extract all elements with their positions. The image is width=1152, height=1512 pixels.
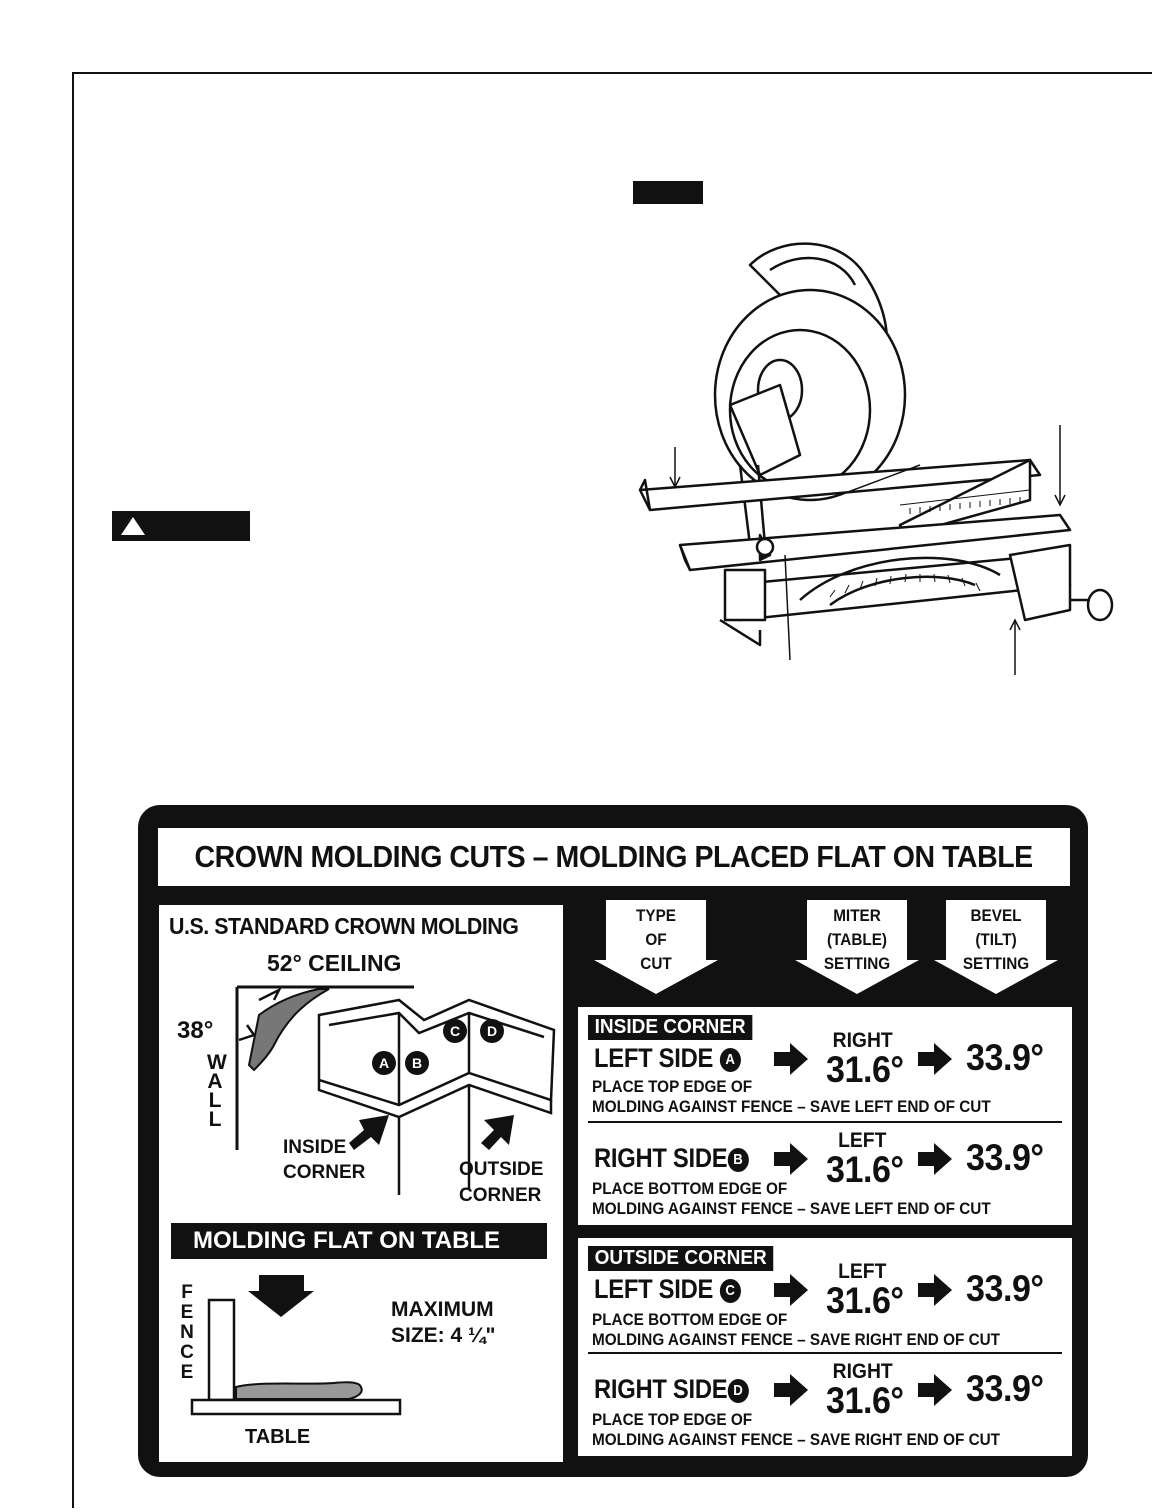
- miter-angle: 31.6°: [826, 1280, 904, 1321]
- inside-corner-box: [578, 1007, 1072, 1225]
- heading-type-of-cut: TYPE OF CUT: [594, 900, 718, 995]
- arrow-right-icon: [774, 1143, 808, 1175]
- row-side-label: LEFT SIDE A: [594, 1043, 741, 1074]
- label-title-box: [158, 828, 1070, 886]
- crown-molding-standard-title: U.S. STANDARD CROWN MOLDING: [169, 913, 519, 939]
- crown-molding-diagram-panel: [159, 905, 563, 1462]
- table-label: TABLE: [245, 1426, 311, 1448]
- maximum-size-label: MAXIMUM SIZE: 4 ¼": [391, 1298, 496, 1347]
- marker-c-icon: C: [719, 1279, 740, 1303]
- marker-d-icon: D: [727, 1379, 748, 1403]
- figure-tag: [633, 181, 703, 204]
- marker-c: C: [449, 1023, 461, 1039]
- wall-label: W A L L: [207, 1051, 227, 1131]
- miter-saw-illustration: [630, 225, 1120, 680]
- marker-d: D: [486, 1023, 498, 1039]
- row-note: PLACE BOTTOM EDGE OF MOLDING AGAINST FENCE – SAVE LEFT END OF CUT: [592, 1179, 991, 1218]
- row-side-label: RIGHT SIDE B: [594, 1143, 748, 1174]
- warning-banner: [112, 511, 250, 541]
- arrow-right-icon: [774, 1274, 808, 1306]
- bevel-angle: 33.9°: [966, 1268, 1044, 1309]
- wall-angle: 38°: [177, 1017, 214, 1044]
- arrow-right-icon: [918, 1374, 952, 1406]
- bevel-angle: 33.9°: [966, 1137, 1044, 1178]
- arrow-right-icon: [774, 1043, 808, 1075]
- miter-direction: RIGHT: [832, 1360, 893, 1383]
- arrow-right-icon: [774, 1374, 808, 1406]
- outside-corner-label: OUTSIDE CORNER: [459, 1159, 544, 1206]
- divider: [588, 1121, 1062, 1123]
- row-note: PLACE BOTTOM EDGE OF MOLDING AGAINST FENCE – SAVE RIGHT END OF CUT: [592, 1310, 1001, 1349]
- molding-flat-banner: MOLDING FLAT ON TABLE: [193, 1227, 501, 1254]
- row-side-label: LEFT SIDE C: [594, 1274, 741, 1305]
- row-side-label: RIGHT SIDE D: [594, 1374, 748, 1405]
- arrow-right-icon: [918, 1274, 952, 1306]
- miter-direction: LEFT: [838, 1260, 887, 1283]
- marker-a: A: [378, 1055, 390, 1071]
- miter-angle: 31.6°: [826, 1049, 904, 1090]
- bevel-angle: 33.9°: [966, 1368, 1044, 1409]
- ceiling-angle: 52°: [267, 950, 302, 976]
- fence-label: F E N C E: [180, 1282, 194, 1383]
- bevel-angle: 33.9°: [966, 1037, 1044, 1078]
- arrow-right-icon: [918, 1143, 952, 1175]
- outside-corner-tag: OUTSIDE CORNER: [588, 1246, 773, 1271]
- label-title: CROWN MOLDING CUTS – MOLDING PLACED FLAT ON TABLE: [194, 839, 1034, 874]
- inside-corner-label: INSIDE CORNER: [283, 1137, 366, 1183]
- marker-b: B: [411, 1055, 423, 1071]
- divider: [588, 1352, 1062, 1354]
- marker-b-icon: B: [727, 1148, 748, 1172]
- row-note: PLACE TOP EDGE OF MOLDING AGAINST FENCE – SAVE RIGHT END OF CUT: [592, 1410, 1001, 1449]
- marker-a-icon: A: [719, 1048, 740, 1072]
- inside-corner-tag: INSIDE CORNER: [588, 1015, 752, 1040]
- heading-miter-setting: MITER (TABLE) SETTING: [795, 900, 919, 995]
- outside-corner-box: [578, 1238, 1072, 1456]
- row-note: PLACE TOP EDGE OF MOLDING AGAINST FENCE – SAVE LEFT END OF CUT: [592, 1077, 991, 1116]
- miter-angle: 31.6°: [826, 1380, 904, 1421]
- heading-bevel-setting: BEVEL (TILT) SETTING: [934, 900, 1058, 995]
- arrow-right-icon: [918, 1043, 952, 1075]
- miter-direction: RIGHT: [832, 1029, 893, 1052]
- warning-triangle-icon: [120, 516, 146, 536]
- miter-direction: LEFT: [838, 1129, 887, 1152]
- miter-angle: 31.6°: [826, 1149, 904, 1190]
- ceiling-label: CEILING: [308, 950, 402, 976]
